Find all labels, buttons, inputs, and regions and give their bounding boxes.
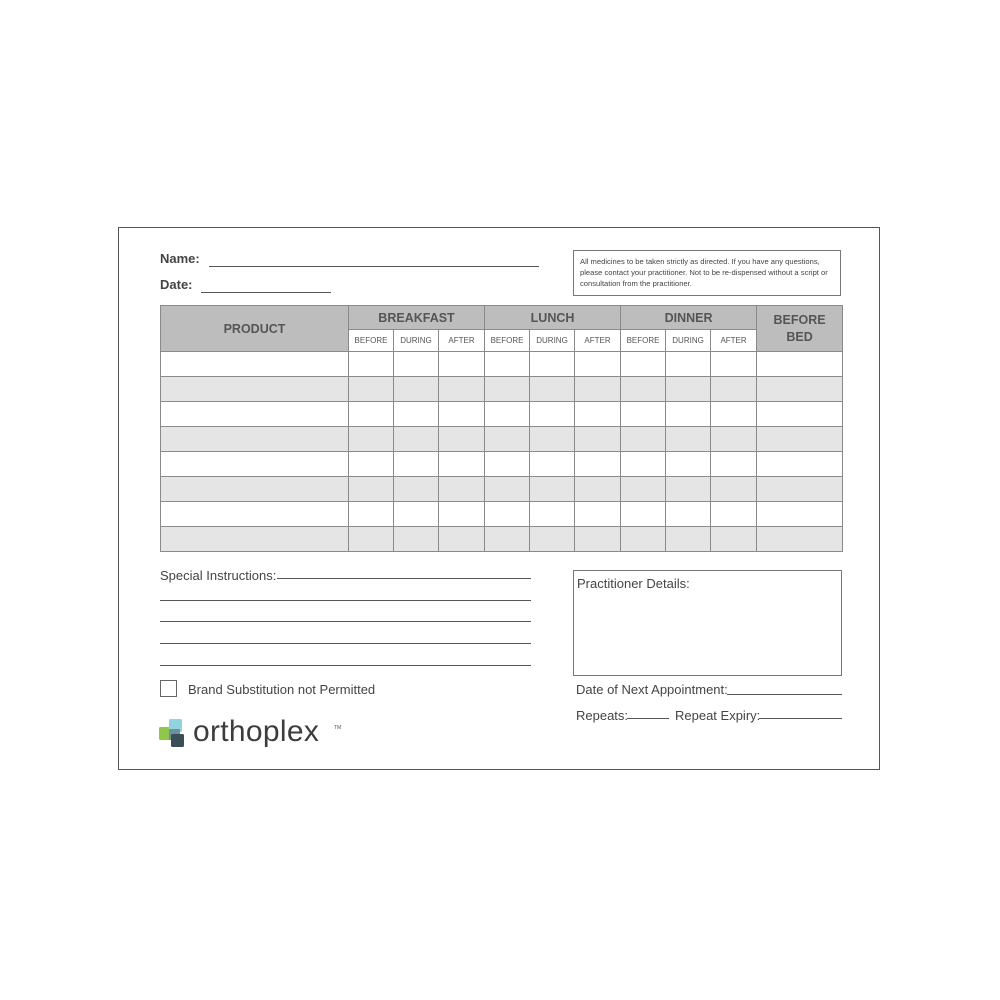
dose-cell[interactable] [439, 527, 485, 552]
dose-cell[interactable] [575, 402, 621, 427]
dose-cell[interactable] [439, 502, 485, 527]
dose-cell[interactable] [349, 402, 394, 427]
dose-cell[interactable] [394, 527, 439, 552]
dose-cell[interactable] [349, 452, 394, 477]
schedule-row [161, 352, 843, 377]
special-instructions-line-3[interactable] [160, 621, 531, 622]
dose-cell[interactable] [621, 527, 666, 552]
orthoplex-logo-icon [159, 719, 189, 749]
lunch-header: LUNCH [485, 306, 621, 330]
medication-schedule-table [160, 305, 843, 552]
dose-cell[interactable] [621, 452, 666, 477]
dose-cell[interactable] [621, 477, 666, 502]
dose-cell[interactable] [575, 502, 621, 527]
dose-cell[interactable] [666, 427, 711, 452]
dose-cell[interactable] [666, 527, 711, 552]
lunch-after-header: AFTER [575, 330, 621, 352]
dose-cell[interactable] [485, 377, 530, 402]
dose-cell[interactable] [349, 352, 394, 377]
product-cell[interactable] [161, 527, 349, 552]
breakfast-header: BREAKFAST [349, 306, 485, 330]
dose-cell[interactable] [439, 427, 485, 452]
orthoplex-logo-text: orthoplex [193, 715, 320, 748]
dose-cell[interactable] [530, 352, 575, 377]
dose-cell[interactable] [530, 377, 575, 402]
dose-cell[interactable] [394, 377, 439, 402]
practitioner-details-box[interactable] [573, 570, 842, 676]
name-label: Name: [160, 251, 200, 266]
dose-cell[interactable] [530, 477, 575, 502]
dose-cell[interactable] [530, 452, 575, 477]
schedule-row [161, 427, 843, 452]
repeats-label: Repeats: [576, 708, 629, 723]
date-label: Date: [160, 277, 193, 292]
dose-cell[interactable] [666, 377, 711, 402]
dose-cell[interactable] [530, 402, 575, 427]
dinner-header: DINNER [621, 306, 757, 330]
brand-substitution-checkbox[interactable] [160, 680, 177, 697]
dose-cell[interactable] [621, 427, 666, 452]
schedule-row [161, 377, 843, 402]
dinner-after-header: AFTER [711, 330, 757, 352]
next-appointment-field[interactable] [727, 694, 842, 695]
notice-box: All medicines to be taken strictly as directed. If you have any questions, please contact your practitioner. Not to be re-dispensed without a script or consultation from the practitioner. [573, 250, 841, 296]
product-cell[interactable] [161, 477, 349, 502]
dose-cell[interactable] [666, 402, 711, 427]
dose-cell[interactable] [575, 427, 621, 452]
schedule-row [161, 452, 843, 477]
product-cell[interactable] [161, 427, 349, 452]
dose-cell[interactable] [394, 402, 439, 427]
dose-cell[interactable] [711, 477, 757, 502]
dose-cell[interactable] [575, 377, 621, 402]
schedule-row [161, 477, 843, 502]
schedule-row [161, 502, 843, 527]
dose-cell[interactable] [394, 477, 439, 502]
dose-cell[interactable] [711, 352, 757, 377]
dose-cell[interactable] [349, 377, 394, 402]
before-bed-header [757, 306, 843, 352]
dose-cell[interactable] [439, 377, 485, 402]
dose-cell[interactable] [621, 377, 666, 402]
before-bed-cell[interactable] [757, 527, 843, 552]
dose-cell[interactable] [349, 502, 394, 527]
product-header: PRODUCT [161, 306, 349, 352]
date-field[interactable] [201, 292, 331, 293]
dose-cell[interactable] [485, 352, 530, 377]
dinner-during-header: DURING [666, 330, 711, 352]
dose-cell[interactable] [711, 502, 757, 527]
before-bed-cell[interactable] [757, 452, 843, 477]
before-bed-cell[interactable] [757, 477, 843, 502]
schedule-row [161, 402, 843, 427]
dose-cell[interactable] [349, 477, 394, 502]
trademark-mark: TM [334, 725, 342, 731]
dose-cell[interactable] [394, 502, 439, 527]
dose-cell[interactable] [394, 427, 439, 452]
dose-cell[interactable] [666, 502, 711, 527]
dose-cell[interactable] [621, 502, 666, 527]
dose-cell[interactable] [711, 402, 757, 427]
product-cell[interactable] [161, 352, 349, 377]
prescription-card [118, 227, 880, 770]
dinner-before-header: BEFORE [621, 330, 666, 352]
breakfast-after-header: AFTER [439, 330, 485, 352]
dose-cell[interactable] [485, 502, 530, 527]
dose-cell[interactable] [349, 527, 394, 552]
dose-cell[interactable] [349, 427, 394, 452]
dose-cell[interactable] [575, 527, 621, 552]
before-bed-cell[interactable] [757, 352, 843, 377]
next-appointment-label: Date of Next Appointment: [576, 682, 728, 697]
dose-cell[interactable] [394, 452, 439, 477]
dose-cell[interactable] [439, 352, 485, 377]
dose-cell[interactable] [439, 452, 485, 477]
dose-cell[interactable] [439, 477, 485, 502]
dose-cell[interactable] [394, 352, 439, 377]
dose-cell[interactable] [530, 427, 575, 452]
product-cell[interactable] [161, 452, 349, 477]
special-instructions-line-4[interactable] [160, 643, 531, 644]
special-instructions-label: Special Instructions: [160, 568, 277, 583]
dose-cell[interactable] [711, 427, 757, 452]
dose-cell[interactable] [711, 527, 757, 552]
before-bed-cell[interactable] [757, 402, 843, 427]
before-bed-cell[interactable] [757, 427, 843, 452]
breakfast-before-header: BEFORE [349, 330, 394, 352]
dose-cell[interactable] [621, 352, 666, 377]
dose-cell[interactable] [575, 352, 621, 377]
dose-cell[interactable] [439, 402, 485, 427]
lunch-during-header: DURING [530, 330, 575, 352]
dose-cell[interactable] [485, 402, 530, 427]
before-bed-cell[interactable] [757, 502, 843, 527]
dose-cell[interactable] [530, 502, 575, 527]
dose-cell[interactable] [621, 402, 666, 427]
dose-cell[interactable] [485, 452, 530, 477]
schedule-body [161, 352, 843, 552]
dose-cell[interactable] [530, 527, 575, 552]
practitioner-details-label: Practitioner Details: [577, 576, 690, 591]
special-instructions-line-2[interactable] [160, 600, 531, 601]
repeats-field[interactable] [627, 718, 669, 719]
before-bed-label: BEFORE BED [773, 312, 826, 344]
dose-cell[interactable] [485, 427, 530, 452]
special-instructions-line-1[interactable] [277, 578, 531, 579]
breakfast-during-header: DURING [394, 330, 439, 352]
before-bed-cell[interactable] [757, 377, 843, 402]
repeat-expiry-label: Repeat Expiry: [675, 708, 761, 723]
dose-cell[interactable] [485, 527, 530, 552]
schedule-row [161, 527, 843, 552]
dose-cell[interactable] [711, 377, 757, 402]
dose-cell[interactable] [666, 477, 711, 502]
special-instructions-line-5[interactable] [160, 665, 531, 666]
dose-cell[interactable] [666, 352, 711, 377]
dose-cell[interactable] [485, 477, 530, 502]
product-cell[interactable] [161, 402, 349, 427]
brand-substitution-label: Brand Substitution not Permitted [188, 682, 376, 697]
name-field[interactable] [209, 266, 539, 267]
product-cell[interactable] [161, 377, 349, 402]
dose-cell[interactable] [575, 452, 621, 477]
dose-cell[interactable] [575, 477, 621, 502]
dose-cell[interactable] [711, 452, 757, 477]
dose-cell[interactable] [666, 452, 711, 477]
product-cell[interactable] [161, 502, 349, 527]
repeat-expiry-field[interactable] [759, 718, 842, 719]
lunch-before-header: BEFORE [485, 330, 530, 352]
